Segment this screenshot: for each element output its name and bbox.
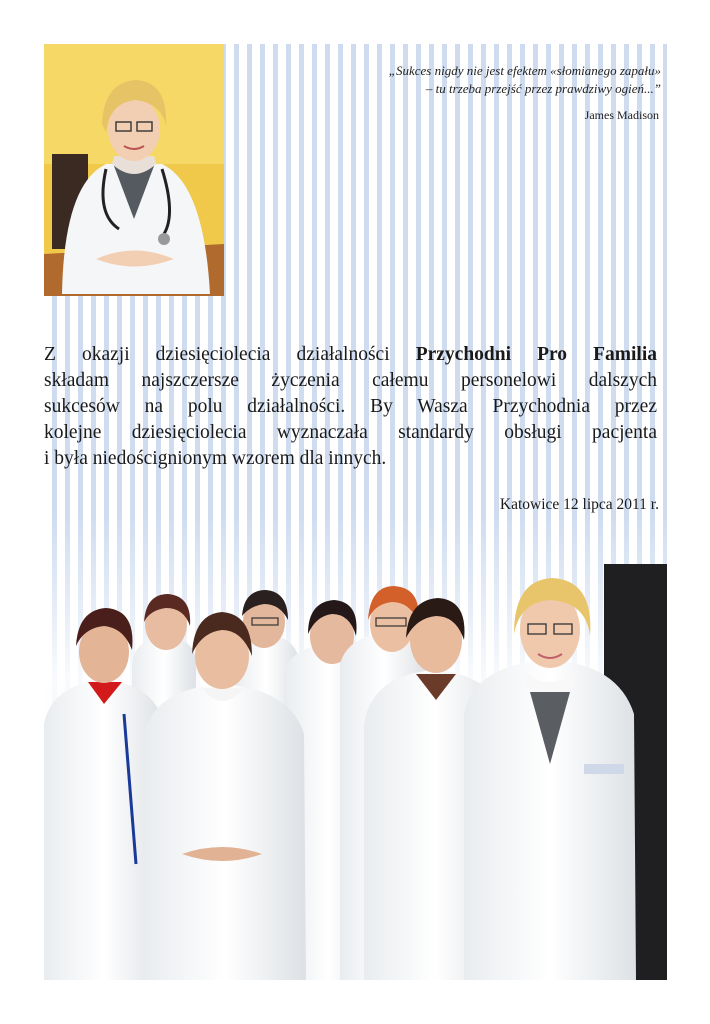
letter-line-5: i była niedoścignionym wzorem dla innych.: [44, 448, 387, 469]
letter-line-1-start: Z okazji dziesięciolecia działalności: [44, 344, 416, 365]
medical-staff-group-photo-icon: [44, 564, 667, 980]
letter-line-2: składam najszczersze życzenia całemu personelowi dalszych: [44, 370, 657, 391]
congratulation-text: [44, 342, 657, 472]
clinic-name: Przychodni Pro Familia: [415, 344, 658, 365]
motto-quote: [274, 62, 661, 98]
place-date: Katowice 12 lipca 2011 r.: [499, 496, 659, 513]
quote-line-1: „Sukces nigdy nie jest efektem «słomianego zapału»: [388, 63, 661, 78]
letter-page: [44, 44, 667, 980]
letter-line-1: [44, 342, 657, 368]
quote-author: James Madison: [584, 108, 659, 122]
letter-line-3: sukcesów na polu działalności. By Wasza Przychodnia przez: [44, 396, 657, 417]
quote-line-2: – tu trzeba przejść przez prawdziwy ogień...”: [425, 81, 661, 96]
doctor-portrait-photo-icon: [44, 44, 224, 296]
doctor-portrait: [44, 44, 224, 296]
staff-group-photo: [44, 564, 667, 980]
letter-line-4: kolejne dziesięciolecia wyznaczała standardy obsługi pacjenta: [44, 422, 657, 443]
